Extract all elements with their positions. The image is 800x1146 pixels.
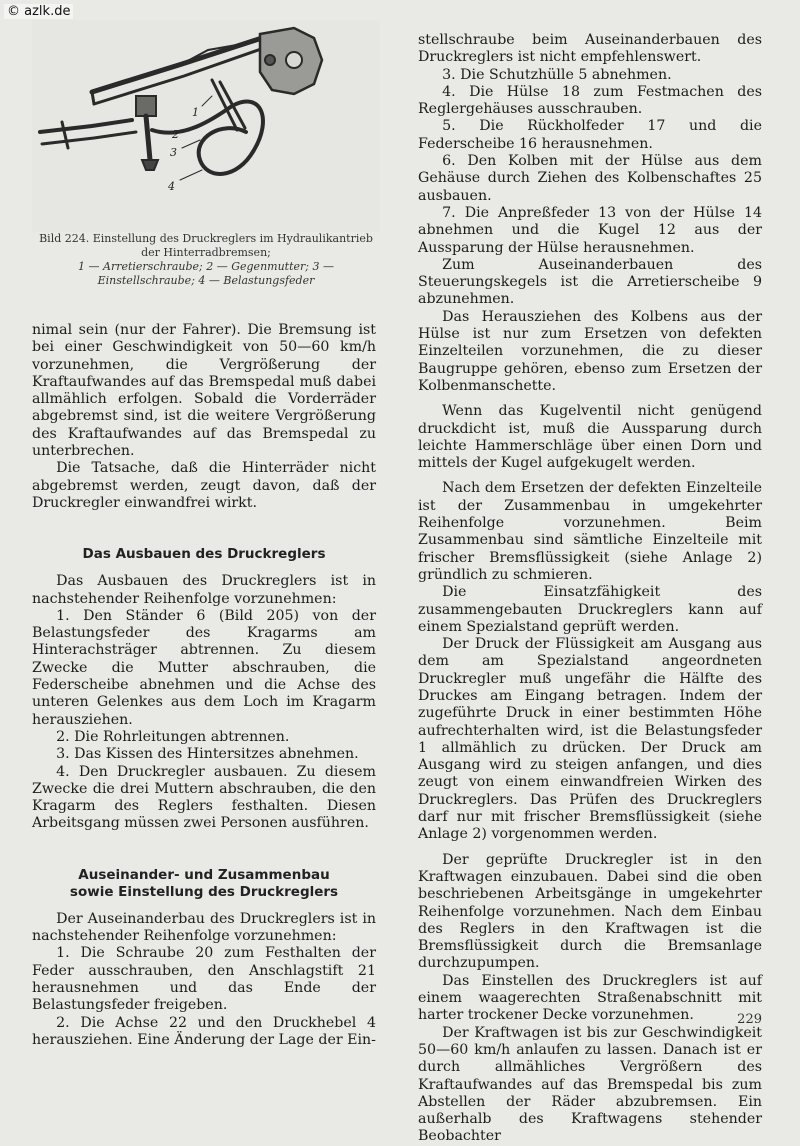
watermark: © azlk.de: [4, 4, 73, 19]
list-item: 5. Die Rückholfeder 17 und die Federscheibe 16 herausnehmen.: [418, 118, 762, 152]
paragraph: Die Tatsache, daß die Hinterräder nicht abgebremst werden, zeugt davon, daß der Druckregler einwandfrei wirkt.: [32, 460, 376, 511]
section-heading-assembly: [32, 867, 376, 901]
list-item: 2. Die Rohrleitungen abtrennen.: [56, 728, 290, 745]
caption-legend: 1 — Arretierschraube; 2 — Gegenmutter; 3 — Einstellschraube; 4 — Belastungsfeder: [78, 260, 334, 287]
figure-label-2: 2: [172, 128, 179, 141]
paragraph: Die Einsatzfähigkeit des zusammengebauten Druckreglers kann auf einem Spezialstand geprüft werden.: [418, 584, 762, 635]
figure-label-3: 3: [170, 146, 177, 159]
paragraph: Der Kraftwagen ist bis zur Geschwindigkeit 50—60 km/h anlaufen zu lassen. Danach ist er durch allmähliches Vergrößern des Kraftaufwandes auf das Bremspedal bis zum Abstellen der Räder abzubremsen. Ein außerhalb des Kraftwagens stehender Beobachter: [418, 1024, 762, 1145]
paragraph: Nach dem Ersetzen der defekten Einzelteile ist der Zusammenbau in umgekehrter Reihenfolge vorzunehmen. Beim Zusammenbau sind sämtliche Einzelteile mit frischer Bremsflüssigkeit (siehe Anlage 2) gründlich zu schmieren.: [418, 480, 762, 583]
paragraph: Der geprüfte Druckregler ist in den Kraftwagen einzubauen. Dabei sind die oben beschriebenen Arbeitsgänge in umgekehrter Reihenfolge vorzunehmen. Nach dem Einbau des Reglers in den Kraftwagen ist die Bremsflüssigkeit durch die Bremsanlage durchzupumpen.: [418, 851, 762, 972]
list-item: 6. Den Kolben mit der Hülse aus dem Gehäuse durch Ziehen des Kolbenschaftes 25 ausbauen.: [418, 153, 762, 204]
list-item: 3. Die Schutzhülle 5 abnehmen.: [442, 66, 672, 83]
regulator-illustration: [32, 20, 380, 232]
section-heading-removal: Das Ausbauen des Druckreglers: [82, 546, 326, 563]
list-item: 4. Die Hülse 18 zum Festmachen des Reglergehäuses ausschrauben.: [418, 83, 762, 118]
right-column: [418, 32, 762, 1146]
paragraph: Der Auseinanderbau des Druckreglers ist in nachstehender Reihenfolge vorzunehmen:: [32, 910, 376, 945]
list-item: 3. Das Kissen des Hintersitzes abnehmen.: [56, 746, 359, 763]
paragraph: Wenn das Kugelventil nicht genügend druckdicht ist, muß die Aussparung durch leichte Hammerschläge über einen Dorn und mittels der Kugel aufgekugelt werden.: [418, 403, 762, 472]
heading-line: Auseinander- und Zusammenbau: [78, 866, 330, 883]
page-number: 229: [737, 1012, 762, 1027]
paragraph: Der Druck der Flüssigkeit am Ausgang aus dem am Spezialstand angeordneten Druckregler muß ungefähr die Hälfte des Druckes am Eingang betragen. Indem der zugeführte Druck in einer bestimmten Höhe aufrechterhalten wird, ist die Belastungsfeder 1 allmählich zu drücken. Der Druck am Ausgang wird zu steigen anfangen, und dies zeugt von einem einwandfreien Wirken des Druckreglers. Das Prüfen des Druckreglers darf nur mit frischer Bremsflüssigkeit (siehe Anlage 2) vorgenommen werden.: [418, 636, 762, 843]
paragraph: Das Einstellen des Druckreglers ist auf einem waagerechten Straßenabschnitt mit harter trockener Decke vorzunehmen.: [418, 972, 762, 1024]
paragraph: Zum Auseinanderbauen des Steuerungskegels ist die Arretierscheibe 9 abzunehmen.: [418, 256, 762, 308]
figure-label-1: 1: [192, 106, 199, 119]
paragraph: Das Ausbauen des Druckreglers ist in nachstehender Reihenfolge vorzunehmen:: [32, 573, 376, 607]
list-item: 1. Die Schraube 20 zum Festhalten der Feder ausschrauben, den Anschlagstift 21 herausnehmen und das Ende der Belastungsfeder freigeben.: [32, 945, 376, 1014]
paragraph: Das Herausziehen des Kolbens aus der Hülse ist nur zum Ersetzen von defekten Einzelteilen vorzunehmen, die zu dieser Baugruppe gehören, ebenso zum Ersetzen der Kolbenmanschette.: [418, 308, 762, 394]
list-item: 1. Den Ständer 6 (Bild 205) von der Belastungsfeder des Kragarms am Hinterachsträger abtrennen. Zu diesem Zwecke die Mutter abschrauben, die Federscheibe abnehmen und die Achse des unteren Gelenkes aus dem Loch im Kragarm herausziehen.: [32, 607, 376, 728]
list-item: 2. Die Achse 22 und den Druckhebel 4 herausziehen. Eine Änderung der Lage der Ein-: [32, 1014, 376, 1048]
caption-title: Bild 224. Einstellung des Druckreglers im Hydraulikantrieb der Hinterradbremsen;: [39, 232, 373, 259]
figure-caption: [32, 232, 380, 288]
paragraph: nimal sein (nur der Fahrer). Die Bremsung ist bei einer Geschwindigkeit von 50—60 km/h vorzunehmen, die Vergrößerung der Kraftaufwandes auf das Bremspedal muß dabei allmählich erfolgen. Sobald die Vorderräder abgebremst sind, ist die weitere Vergrößerung des Kraftaufwandes auf das Bremspedal zu unterbrechen.: [32, 322, 376, 460]
left-column: [32, 322, 376, 1049]
heading-line: sowie Einstellung des Druckreglers: [69, 883, 339, 900]
list-item: 7. Die Anpreßfeder 13 von der Hülse 14 abnehmen und die Kugel 12 aus der Aussparung der Hülse herausnehmen.: [418, 204, 762, 256]
list-item: 4. Den Druckregler ausbauen. Zu diesem Zwecke die drei Muttern abschrauben, die den Kragarm des Reglers festhalten. Diesen Arbeitsgang müssen zwei Personen ausführen.: [32, 763, 376, 832]
figure-label-4: 4: [168, 180, 175, 193]
paragraph: stellschraube beim Auseinanderbauen des Druckreglers ist nicht empfehlenswert.: [418, 32, 762, 66]
